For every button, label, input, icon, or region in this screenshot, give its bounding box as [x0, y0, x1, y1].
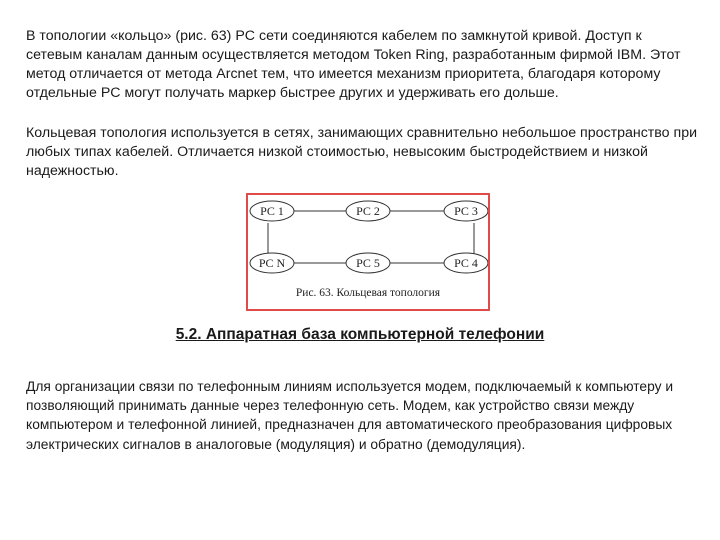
node-label-pc4: PC 4	[454, 256, 478, 270]
node-label-pc5: PC 5	[356, 256, 380, 270]
node-label-pc2: PC 2	[356, 204, 380, 218]
paragraph-modem: Для организации связи по телефонным линиям используется модем, подключаемый к компьютеру и позволяющий принимать данные через телефонную сеть. Модем, как устройство связи между компьютером и телефонной линией, предназначен для автоматического преобразования цифровых электрических сигналов в аналоговые (модуляция) и обратно (демодуляция).	[26, 379, 674, 452]
paragraph-ring-usage: Кольцевая топология используется в сетях, занимающих сравнительно небольшое пространство при любых типах кабелей. Отличается низкой стоимостью, невысоким быстродействием и низкой надежностью.	[26, 125, 698, 179]
ring-topology-figure	[246, 193, 490, 311]
section-heading: 5.2. Аппаратная база компьютерной телефонии	[175, 326, 545, 343]
node-label-pc3: PC 3	[454, 204, 478, 218]
figure-caption: Рис. 63. Кольцевая топология	[295, 287, 441, 299]
node-label-pc1: PC 1	[260, 204, 284, 218]
paragraph-ring-topology: В топологии «кольцо» (рис. 63) PC сети соединяются кабелем по замкнутой кривой. Доступ к сетевым каналам данным осуществляется методом Token Ring, разработанным фирмой IBM. Этот метод отличается от метода Arcnet тем, что имеется механизм приоритета, благодаря которому отдельные PC могут получать маркер быстрее других и удерживать его дольше.	[26, 28, 681, 101]
node-label-pcn: PC N	[258, 256, 286, 270]
